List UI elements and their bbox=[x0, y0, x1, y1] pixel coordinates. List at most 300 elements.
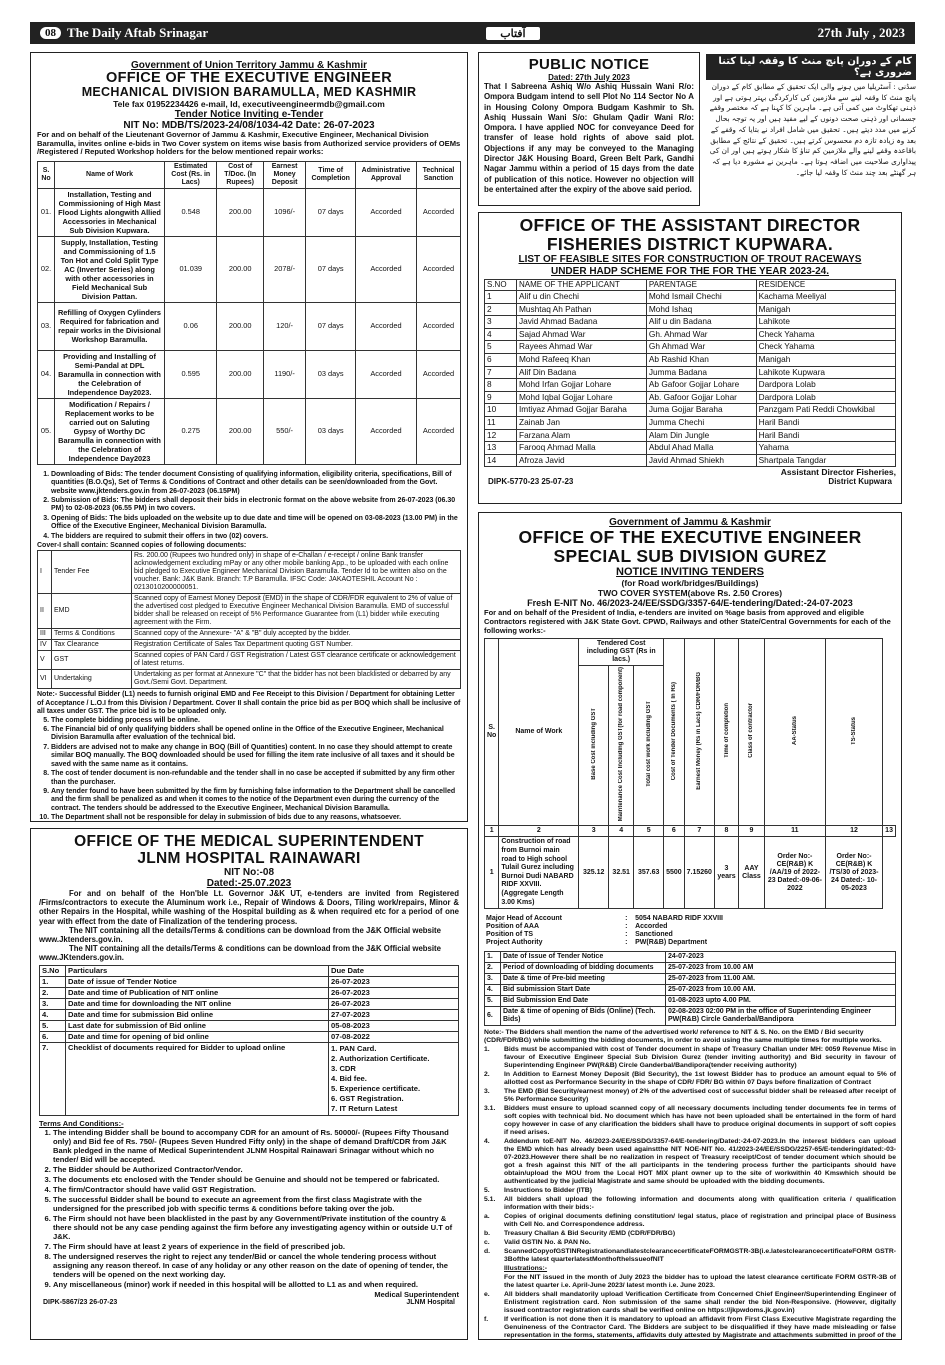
issue-date: 27th July , 2023 bbox=[817, 25, 905, 40]
list-item-text: The EMD (Bid Security/earnest money) of 2% of the advertised cost of successful bidder shall be released after receipt of 5% Performance Security) bbox=[504, 1088, 896, 1104]
table-row bbox=[40, 987, 459, 998]
med-title-1: OFFICE OF THE MEDICAL SUPERINTENDENT bbox=[74, 833, 424, 850]
mech-nit: NIT No: MDB/TS/2023-24/08/1034-42 Date: 26-07-2023 bbox=[123, 120, 375, 131]
table-cell: Javid Ahmad Shiekh bbox=[646, 454, 756, 467]
table-row bbox=[485, 303, 896, 316]
table-cell: Panzgam Pati Reddi Chowkibal bbox=[756, 404, 895, 417]
table-cell: Ab Gafoor Gojjar Lohare bbox=[646, 379, 756, 392]
table-row bbox=[40, 1009, 459, 1020]
mech-col-header: Time of Completion bbox=[306, 161, 356, 188]
table-row bbox=[38, 302, 461, 350]
table-cell: 9 bbox=[485, 391, 517, 404]
table-cell: 1 bbox=[485, 837, 499, 909]
table-row bbox=[38, 398, 461, 464]
list-item bbox=[484, 1187, 896, 1195]
table-row bbox=[484, 931, 793, 939]
table-cell: Major Head of Account bbox=[486, 915, 562, 923]
table-row bbox=[485, 341, 896, 354]
fish-title-1: OFFICE OF THE ASSISTANT DIRECTOR bbox=[519, 215, 861, 235]
table-cell: Ab. Gafoor Gojjar Lohar bbox=[646, 391, 756, 404]
page-number: 08 bbox=[40, 27, 61, 39]
table-cell: Accorded bbox=[416, 188, 460, 236]
table-cell: Sajad Ahmad War bbox=[517, 328, 647, 341]
mech-notice-title: Tender Notice Inviting e-Tender bbox=[174, 109, 324, 120]
list-item bbox=[484, 1046, 896, 1070]
med-intro: For and on behalf of the Hon'ble Lt. Governor J&K UT, e-tenders are invited from Registered /Firms/contractors to execute the Aluminum work i.e., Repair of Windows & Doors, Tiling work/repairs, Minor & other Repairs in the Hospital, while washing of the Hospital building as & when required etc for a period of one year with effect from the date of Finalization of the tendering process. bbox=[39, 889, 459, 926]
checklist-item: 6. GST Registration. bbox=[331, 1093, 404, 1103]
table-cell: Order No:- CE(R&B) K /TS/30 of 2023-24 Dated:- 10-05-2023 bbox=[825, 837, 882, 909]
page-header bbox=[30, 22, 915, 44]
table-row bbox=[38, 651, 461, 670]
med-nit: NIT No:-08 bbox=[224, 867, 274, 878]
table-cell: Yahama bbox=[756, 442, 895, 455]
table-row bbox=[485, 328, 896, 341]
table-cell: Accorded bbox=[356, 398, 417, 464]
list-item-number: 5. bbox=[484, 1187, 490, 1195]
table-cell: Ab Rashid Khan bbox=[646, 353, 756, 366]
list-item: 3. The documents etc enclosed with the Tender should be Genuine and should not be tempered or fabricated. bbox=[53, 1175, 459, 1184]
newspaper-name: The Daily Aftab Srinagar bbox=[67, 25, 209, 40]
table-cell: Scanned copies of PAN Card / GST Registration / Latest GST clearance certificate or acknowledgement of latest returns. bbox=[132, 651, 461, 670]
mech-intro: For and on behalf of the Lieutenant Governor of Jammu & Kashmir, Executive Engineer, Mechanical Division Baramulla, invites online e-bids in Two Cover system on items wise basis from Authorized service providers of OEMs /Registered / Reputed Workshop holders for the below mentioned repair works: bbox=[37, 130, 461, 157]
table-cell: 3 years bbox=[714, 837, 738, 909]
table-cell: 4 bbox=[609, 826, 634, 837]
list-item bbox=[484, 1213, 896, 1229]
list-item-text: All bidders shall upload the following information and documents along with qualification criteria / qualification information with their bids:- bbox=[504, 1196, 896, 1212]
table-cell: 4 bbox=[485, 328, 517, 341]
table-cell: Accorded bbox=[416, 236, 460, 302]
table-cell: 200.00 bbox=[217, 188, 263, 236]
table-row bbox=[38, 551, 461, 594]
fish-sign-1: Assistant Director Fisheries, bbox=[780, 467, 896, 478]
fish-sub-2: UNDER HADP SCHEME FOR THE FOR THE YEAR 2023-24. bbox=[550, 266, 830, 277]
table-cell: 6. bbox=[40, 1031, 66, 1042]
table-cell: 2 bbox=[485, 303, 517, 316]
mech-terms-list bbox=[37, 471, 461, 541]
list-item-text: ScannedCopyofGSTINRegistrationandlatestclearancecertificateFORMGSTR-3B(i.e.latestclearancecertificateFORM GSTR-3Bofthe latest quarterlatestMonthofthelssueofNIT bbox=[504, 1248, 896, 1264]
table-cell: 3 bbox=[485, 316, 517, 329]
list-item: 5. The successful Bidder shall be bound to execute an agreement from the first class Magistrate with the undersigned for the prescribed job with specific terms & conditions before taking over the job. bbox=[53, 1195, 459, 1213]
table-row bbox=[485, 316, 896, 329]
mech-office: OFFICE OF THE EXECUTIVE ENGINEER bbox=[106, 70, 392, 86]
urdu-headline: کام کے دوران پانچ منٹ کا وقفہ لینا کتنا ضروری ہے؟ bbox=[706, 54, 916, 80]
med-sign-1: Medical Superintendent bbox=[374, 1289, 459, 1299]
table-cell: 3 bbox=[579, 826, 609, 837]
list-item: 9. Any tender found to have been submitted by the firm by furnishing false information to the Department shall be cancelled and the firm shall be penalized as and when it comes to the notice of the Department even during the currency of the contract. The tenders should be addressed to the Executive Engineer, Mechanical Division Baramulla. bbox=[51, 788, 461, 813]
table-cell: 25-07-2023 from 10.00 AM. bbox=[666, 985, 896, 996]
fish-col-header: PARENTAGE bbox=[646, 280, 756, 291]
table-cell: II bbox=[38, 594, 52, 629]
table-cell: Rs. 200.00 (Rupees two hundred only) in shape of e-Challan / e-receipt / online Bank transfer acknowledgement excluding mPay or any other mobile banking App., to be uploaded with each online bid pledged to Executive Engineer Mechanical Division Baramulla. Tender Id to be written also on the voucher. Bank: J&K Bank. Branch: T.P Baramulla. IFSC Code: JAKAOTESHIL Account No : 0213010200000051. bbox=[132, 551, 461, 594]
table-row bbox=[485, 366, 896, 379]
list-item-text: All bidders shall mandatorily upload Verification Certificate from Concerned Chief Engineer/Superintending Engineer of Enlistment registration card. Non submission of the same shall render the bid Non-Responsive. (However, digitally issued contractor registration cards shall be verified online on https://jkpwdoms.jk.gov.in) bbox=[504, 1291, 896, 1315]
med-dated: Dated:-25.07.2023 bbox=[206, 878, 292, 889]
table-cell: 6. bbox=[485, 1007, 501, 1026]
list-item bbox=[484, 1239, 896, 1247]
mech-terms-list-2 bbox=[37, 717, 461, 822]
table-cell: 11 bbox=[485, 416, 517, 429]
list-item: 4. The firm/Contractor should have valid GST Registration. bbox=[53, 1185, 459, 1194]
table-cell: Kachama Meeliyal bbox=[756, 291, 895, 304]
table-cell: Installation, Testing and Commissioning of High Mast Flood Lights alongwith Allied Accessories in Mechanical Sub Division Kupwara. bbox=[55, 188, 165, 236]
table-cell: Haril Bandi bbox=[756, 416, 895, 429]
table-row bbox=[38, 640, 461, 651]
table-cell: 13 bbox=[883, 826, 896, 837]
gurez-notice bbox=[478, 512, 902, 1340]
table-cell: 1. bbox=[40, 976, 66, 987]
table-cell: Scanned copy of the Annexure- "A" & "B" duly accepted by the bidder. bbox=[132, 629, 461, 640]
list-item: 3. Opening of Bids: The bids uploaded on the website up to due date and time will be opened on 03-08-2023 (13.00 PM) in the Office of the Executive Engineer, Mechanical Division Baramulla. bbox=[51, 515, 461, 532]
list-item: 6. The Firm should not have been blacklisted in the past by any Government/Private institution of the country & there should not be any case pending against the firm before any investigating agency within or outside U.T of J&K. bbox=[53, 1214, 459, 1241]
table-cell: 26-07-2023 bbox=[329, 976, 459, 987]
table-cell: AAY Class bbox=[739, 837, 765, 909]
table-cell: 6 bbox=[485, 353, 517, 366]
table-cell: Mohd Iqbal Gojjar Lohare bbox=[517, 391, 647, 404]
gurez-division: SPECIAL SUB DIVISION GUREZ bbox=[553, 546, 827, 566]
table-cell: V bbox=[38, 651, 52, 670]
table-cell: 550/- bbox=[263, 398, 306, 464]
mech-col-header: Administrative Approval bbox=[356, 161, 417, 188]
table-cell: Accorded bbox=[356, 188, 417, 236]
list-item bbox=[484, 1248, 896, 1264]
list-item bbox=[484, 1071, 896, 1087]
table-cell: Accorded bbox=[416, 302, 460, 350]
table-cell: 32.51 bbox=[609, 837, 634, 909]
list-item-number: 3. bbox=[484, 1088, 490, 1096]
table-cell: Modification / Repairs / Replacement works to be carried out on Saluting Gypsy of Worthy DC Baramulla in connection with the Celebration of Independence Day2023 bbox=[55, 398, 165, 464]
table-cell: Lahikote Kupwara bbox=[756, 366, 895, 379]
list-item: 8. The cost of tender document is non-refundable and the tender shall in no case be accepted if submitted by any firm other than the purchaser. bbox=[51, 770, 461, 787]
med-terms-list bbox=[39, 1128, 459, 1289]
list-item-number: 2. bbox=[484, 1071, 490, 1079]
table-cell: Juma Gojjar Baraha bbox=[646, 404, 756, 417]
table-cell: Project Authority bbox=[486, 939, 543, 947]
table-cell: 1 bbox=[485, 826, 499, 837]
table-row bbox=[485, 416, 896, 429]
gurez-col-v1: Maintenance Cost Including GST(for road component) bbox=[609, 666, 634, 826]
gurez-intro: For and on behalf of the President of India, e-tenders are invited on %age basis from approved and eligible Contractors registered with J&K State Govt. CPWD, Railways and other State/Central Governments for each of the following works:- bbox=[484, 608, 891, 635]
table-cell: 325.12 bbox=[579, 837, 609, 909]
mech-col-header: Estimated Cost (Rs. in Lacs) bbox=[165, 161, 217, 188]
table-row bbox=[40, 1020, 459, 1031]
newspaper-logo: آفتاب bbox=[486, 27, 539, 40]
table-row bbox=[38, 629, 461, 640]
table-cell: Rayees Ahmad War bbox=[517, 341, 647, 354]
table-cell: 0.06 bbox=[165, 302, 217, 350]
table-row bbox=[485, 454, 896, 467]
mech-col-header: Technical Sanction bbox=[416, 161, 460, 188]
table-cell: : bbox=[625, 939, 628, 947]
checklist-item: 4. Bid fee. bbox=[331, 1073, 367, 1083]
table-cell: Shartpala Tangdar bbox=[756, 454, 895, 467]
table-row bbox=[484, 915, 793, 923]
checklist-cell bbox=[329, 1042, 459, 1115]
mech-works-table bbox=[37, 161, 461, 465]
checklist-item: 5. Experience certificate. bbox=[331, 1083, 421, 1093]
table-cell: Date and time of Publication of NIT online bbox=[66, 987, 329, 998]
table-cell: 27-07-2023 bbox=[329, 1009, 459, 1020]
gurez-govt: Government of Jammu & Kashmir bbox=[609, 517, 771, 528]
fish-dipk: DIPK-5770-23 25-07-23 bbox=[488, 477, 574, 487]
table-cell: 11 bbox=[764, 826, 825, 837]
list-item: 2. The Bidder should be Authorized Contractor/Vendor. bbox=[53, 1165, 459, 1174]
table-cell: 5500 bbox=[664, 837, 685, 909]
table-row bbox=[40, 1042, 459, 1115]
gurez-col-name: Name of Work bbox=[499, 639, 579, 826]
table-cell: Mohd Rafeeq Khan bbox=[517, 353, 647, 366]
mech-col-header: Earnest Money Deposit bbox=[263, 161, 306, 188]
table-cell: 2 bbox=[499, 826, 579, 837]
urdu-article bbox=[706, 54, 916, 206]
list-item bbox=[484, 1265, 896, 1273]
table-cell: Undertaking bbox=[52, 670, 132, 689]
table-cell: Providing and Installing of Semi-Pandal at DPL Baramulla in connection with the Celebration of Independence Day2023. bbox=[55, 350, 165, 398]
table-cell: 10 bbox=[485, 404, 517, 417]
table-cell: 4. bbox=[485, 985, 501, 996]
list-item bbox=[484, 1138, 896, 1186]
table-cell: : bbox=[625, 923, 628, 931]
table-cell: 01-08-2023 upto 4.00 PM. bbox=[666, 996, 896, 1007]
table-cell: 5 bbox=[634, 826, 664, 837]
mech-contact: Tele fax 01952234426 e-mail, Id, executiveengineermdb@gmail.com bbox=[113, 99, 385, 109]
table-cell: 0.275 bbox=[165, 398, 217, 464]
table-cell: 7. bbox=[40, 1042, 66, 1115]
table-row bbox=[484, 939, 793, 947]
med-dipk: DIPK-5867/23 26-07-23 bbox=[43, 1298, 118, 1306]
list-item bbox=[484, 1088, 896, 1104]
table-cell: 1096/- bbox=[263, 188, 306, 236]
list-item bbox=[484, 1291, 896, 1315]
list-item-number: 4. bbox=[484, 1138, 490, 1146]
medical-superintendent-notice bbox=[30, 828, 468, 1340]
table-cell: 7 bbox=[485, 366, 517, 379]
table-row bbox=[485, 985, 896, 996]
table-cell: 25-07-2023 from 10.00 AM bbox=[666, 963, 896, 974]
table-cell: Abdul Ahad Malla bbox=[646, 442, 756, 455]
table-cell: Bid Submission End Date bbox=[501, 996, 666, 1007]
gurez-office: OFFICE OF THE EXECUTIVE ENGINEER bbox=[518, 527, 862, 547]
table-cell: Mushtaq Ah Pathan bbox=[517, 303, 647, 316]
table-cell: 5. bbox=[485, 996, 501, 1007]
table-row bbox=[38, 236, 461, 302]
table-row bbox=[40, 1031, 459, 1042]
list-item-text: For the NIT issued in the month of July 2023 the bidder has to upload the latest clearance certificate FORM GSTR-3B of the latest quarter i.e. April-June 2023/ latest month i.e. June 2023. bbox=[504, 1274, 896, 1290]
checklist-item: 1. PAN Card. bbox=[331, 1043, 377, 1053]
list-item-text: Copies of original documents defining constitution/ legal status, place of registration and principal place of Business with Cell No. and Correspondence address. bbox=[504, 1213, 896, 1229]
checklist-item: 2. Authorization Certificate. bbox=[331, 1053, 430, 1063]
table-row bbox=[485, 837, 896, 909]
fisheries-notice bbox=[478, 212, 902, 504]
table-cell: Check Yahama bbox=[756, 328, 895, 341]
table-cell: 120/- bbox=[263, 302, 306, 350]
table-cell: III bbox=[38, 629, 52, 640]
table-cell: Tax Clearance bbox=[52, 640, 132, 651]
table-row bbox=[485, 974, 896, 985]
list-item: 1. The intending Bidder shall be bound to accompany CDR for an amount of Rs. 50000/- (Rupees Fifty Thousand only) and Bid fee of Rs. 750/- (Rupees Seven Hundred Fifty only) in the shape of demand Draft/CDR from J&K Bank pledged in the name of Medical Superintendent JLNM Hospital Rainawari Srinagar without which no tender/ Bid will be accepted. bbox=[53, 1128, 459, 1164]
table-cell: Scanned copy of Earnest Money Deposit (EMD) in the shape of CDR/FDR equivalent to 2% of value of the advertised cost pledged to Executive Engineer Mechanical Division Baramulla. EMD of successful bidder shall be released on receipt of 5% Performance Guarantee from (L1) bidder while executing agreement with the Firm. bbox=[132, 594, 461, 629]
table-cell: Date of Issue of Tender Notice bbox=[501, 952, 666, 963]
table-cell: Mohd Irfan Gojjar Lohare bbox=[517, 379, 647, 392]
list-item-text: If verification is not done then it is mandatory to upload an affidavit from First Class Executive Magistrate regarding the Genuineness of the Contractor Card. The Bidders are subject to be disqualified if they have made misleading or false representation in the forms, statements, affidavits duly attested by Magistrate and attachments submitted in proof of the bbox=[504, 1316, 896, 1340]
fish-sub-1: LIST OF FEASIBLE SITES FOR CONSTRUCTION OF TROUT RACEWAYS bbox=[518, 254, 862, 265]
list-item bbox=[484, 1196, 896, 1212]
med-col-header: S.No bbox=[40, 965, 66, 976]
list-item: 1. Downloading of Bids: The tender document Consisting of qualifying information, eligibility criteria, specifications, Bill of quantities (B.O.Qs), Set of Terms & Conditions of Contract and other details can be seen/downloaded from the Govt. website www.jktenders.gov.in from 26-07-2023 (06.15PM) bbox=[51, 471, 461, 496]
med-footer bbox=[39, 1299, 459, 1306]
list-item-number: f. bbox=[484, 1316, 489, 1324]
table-cell: Terms & Conditions bbox=[52, 629, 132, 640]
table-row bbox=[485, 826, 896, 837]
table-row bbox=[485, 291, 896, 304]
mech-col-header: Cost of T/Doc. (In Rupees) bbox=[217, 161, 263, 188]
gurez-col-v7: AA-Status bbox=[764, 639, 825, 826]
gurez-col-sno: S. No bbox=[485, 639, 499, 826]
fish-sign-2: District Kupwara bbox=[828, 477, 892, 487]
table-cell: 7.15260 bbox=[684, 837, 714, 909]
table-cell: 03. bbox=[38, 302, 55, 350]
table-cell: Jumma Chechi bbox=[646, 416, 756, 429]
table-cell: Date & time of Pre-bid meeting bbox=[501, 974, 666, 985]
table-cell: Accorded bbox=[356, 350, 417, 398]
table-cell: 200.00 bbox=[217, 398, 263, 464]
fish-footer bbox=[484, 477, 896, 486]
list-item-text: Valid GSTIN No. & PAN No. bbox=[504, 1239, 591, 1247]
table-cell: Registration Certificate of Sales Tax Department quoting GST Number. bbox=[132, 640, 461, 651]
med-schedule-table bbox=[39, 965, 459, 1116]
table-cell: 07 days bbox=[306, 188, 356, 236]
table-cell: 357.63 bbox=[634, 837, 664, 909]
table-cell: 14 bbox=[485, 454, 517, 467]
table-row bbox=[485, 1007, 896, 1026]
list-item: 7. Bidders are advised not to make any change in BOQ (Bill of Quantities) content. In no case they should attempt to create similar BOQ manually. The BOQ downloaded should be used for filling the item rate inclusive of all taxes and it should be saved with the same name as it contains. bbox=[51, 744, 461, 769]
table-cell: PW(R&B) Department bbox=[635, 939, 708, 947]
table-cell: Check Yahama bbox=[756, 341, 895, 354]
table-cell: 12 bbox=[485, 429, 517, 442]
list-item-text: Illustrations:- bbox=[504, 1265, 548, 1273]
list-item-number: c. bbox=[484, 1239, 490, 1247]
table-cell: EMD bbox=[52, 594, 132, 629]
table-row bbox=[485, 379, 896, 392]
table-cell: 4. bbox=[40, 1009, 66, 1020]
list-item-text: Treasury Challan & Bid Security /EMD (CDR/FDR/BG) bbox=[504, 1230, 676, 1238]
list-item-number: a. bbox=[484, 1213, 490, 1221]
table-cell: 5. bbox=[40, 1020, 66, 1031]
table-cell: Date & time of opening of Bids (Online) (Tech. Bids) bbox=[501, 1007, 666, 1026]
gurez-col-v2: Total cost work including GST bbox=[634, 666, 664, 826]
mech-col-header: Name of Work bbox=[55, 161, 165, 188]
table-row bbox=[485, 429, 896, 442]
table-row bbox=[485, 996, 896, 1007]
table-row bbox=[485, 963, 896, 974]
table-cell: Accorded bbox=[416, 398, 460, 464]
fish-sites-table bbox=[484, 279, 896, 467]
table-cell: Jumma Badana bbox=[646, 366, 756, 379]
list-item-number: d. bbox=[484, 1248, 491, 1256]
table-cell: 12 bbox=[825, 826, 882, 837]
list-item-text: Bidders must ensure to upload scanned copy of all necessary documents including tender documents fee in terms of soft copies with technical bid. No document which has have not been uploaded shall be entertained in the form of hard copy however in case of any clarification the bidders shall have to produce original documents in support of soft copies if need arises. bbox=[504, 1105, 896, 1137]
med-terms-title: Terms And Conditions:- bbox=[39, 1118, 124, 1128]
table-cell: 05. bbox=[38, 398, 55, 464]
table-cell: 13 bbox=[485, 442, 517, 455]
table-cell: 01.039 bbox=[165, 236, 217, 302]
list-item: 9. Any miscellaneous (minor) work if needed in this hospital will be allotted to L1 as and when required. bbox=[53, 1280, 459, 1289]
table-cell: Last date for submission of Bid online bbox=[66, 1020, 329, 1031]
table-cell: 1. bbox=[485, 952, 501, 963]
med-col-header: Particulars bbox=[66, 965, 329, 976]
table-cell: Mohd Ishaq bbox=[646, 303, 756, 316]
table-cell: Afroza Javid bbox=[517, 454, 647, 467]
table-cell: Accorded bbox=[356, 236, 417, 302]
table-cell: Position of TS bbox=[486, 931, 534, 939]
list-item-number: b. bbox=[484, 1230, 491, 1238]
list-item-number: e. bbox=[484, 1291, 490, 1299]
table-cell: IV bbox=[38, 640, 52, 651]
table-cell: 07 days bbox=[306, 302, 356, 350]
gurez-works-table bbox=[484, 638, 896, 909]
table-cell: Farzana Alam bbox=[517, 429, 647, 442]
table-cell: Supply, Installation, Testing and Commissioning of 1.5 Ton Hot and Cold Split Type AC (Inverter Series) along with other accessories in Field Mechanical Sub Division Pattan. bbox=[55, 236, 165, 302]
table-cell: 8 bbox=[714, 826, 738, 837]
list-item-number bbox=[484, 1265, 504, 1273]
table-cell: 2. bbox=[40, 987, 66, 998]
gurez-col-v8: TS-Status bbox=[825, 639, 882, 826]
table-cell: Dardpora Lolab bbox=[756, 391, 895, 404]
table-cell: 26-07-2023 bbox=[329, 987, 459, 998]
table-cell: Alam Din Jungle bbox=[646, 429, 756, 442]
table-cell: Imtiyaz Ahmad Gojjar Baraha bbox=[517, 404, 647, 417]
list-item bbox=[484, 1316, 896, 1340]
table-row bbox=[40, 998, 459, 1009]
table-row bbox=[38, 670, 461, 689]
table-cell: Javid Ahmad Badana bbox=[517, 316, 647, 329]
med-para-1: The NIT containing all the details/Terms & conditions can be download from the J&K Official website www.Jktenders.gov.in. bbox=[39, 925, 441, 945]
table-cell: : bbox=[625, 931, 628, 939]
list-item: 5. The complete bidding process will be online. bbox=[51, 717, 461, 725]
table-cell: 1 bbox=[485, 291, 517, 304]
table-cell: Sanctioned bbox=[635, 931, 673, 939]
table-cell: 9 bbox=[739, 826, 765, 837]
gurez-notice-title: NOTICE INVITING TENDERS bbox=[616, 566, 764, 578]
table-cell: : bbox=[625, 915, 628, 923]
gurez-col-v0: Base Cost including GST bbox=[579, 666, 609, 826]
table-cell: 3. bbox=[40, 998, 66, 1009]
table-cell: Accorded bbox=[635, 923, 668, 931]
table-cell: Mohd Ismail Chechi bbox=[646, 291, 756, 304]
table-cell: 1190/- bbox=[263, 350, 306, 398]
table-cell: Checklist of documents required for Bidder to upload online bbox=[66, 1042, 329, 1115]
table-cell: 07-08-2022 bbox=[329, 1031, 459, 1042]
table-cell: Zainab Jan bbox=[517, 416, 647, 429]
table-cell: Tender Fee bbox=[52, 551, 132, 594]
gurez-terms-list bbox=[484, 1046, 896, 1340]
table-row bbox=[485, 952, 896, 963]
public-notice bbox=[478, 52, 700, 206]
table-cell: Undertaking as per format at Annexure "C" that the bidder has not been blacklisted or debarred by any Govt./Semi Govt. Department. bbox=[132, 670, 461, 689]
mech-cover-title: Cover-I shall contain: Scanned copies of following documents: bbox=[37, 542, 247, 550]
list-item bbox=[484, 1230, 896, 1238]
fish-col-header: RESIDENCE bbox=[756, 280, 895, 291]
list-item: 7. The Firm should have at least 2 years of experience in the field of prescribed job. bbox=[53, 1242, 459, 1251]
table-cell: 02. bbox=[38, 236, 55, 302]
gurez-col-v6: Class of contractor bbox=[739, 639, 765, 826]
table-cell: Date and time for submission Bid online bbox=[66, 1009, 329, 1020]
table-row bbox=[38, 188, 461, 236]
list-item bbox=[484, 1105, 896, 1137]
fish-title-2: FISHERIES DISTRICT KUPWARA. bbox=[546, 234, 834, 254]
table-cell: Lahikote bbox=[756, 316, 895, 329]
mech-col-header: S. No bbox=[38, 161, 55, 188]
table-cell: 26-07-2023 bbox=[329, 998, 459, 1009]
